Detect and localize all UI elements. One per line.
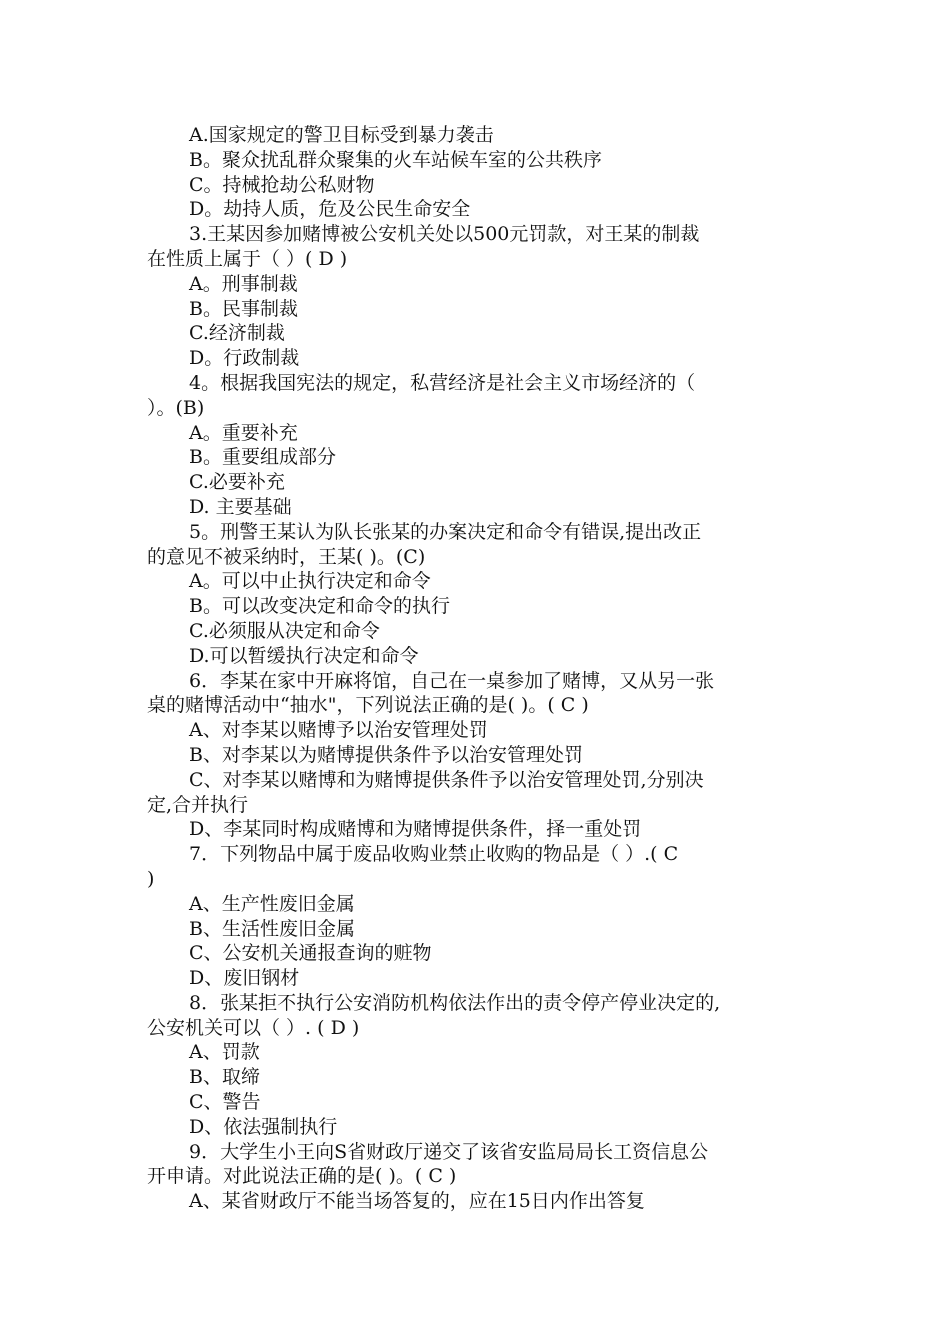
text-line: 定,合并执行 — [147, 793, 249, 816]
text-line: B。可以改变决定和命令的执行 — [189, 595, 450, 618]
text-line: D、李某同时构成赌博和为赌博提供条件，择一重处罚 — [189, 818, 642, 841]
text-line: 4。根据我国宪法的规定，私营经济是社会主义市场经济的（ — [189, 371, 696, 394]
text-line: A、生产性废旧金属 — [189, 892, 355, 915]
text-line: 3.王某因参加赌博被公安机关处以500元罚款，对王某的制裁 — [189, 223, 700, 246]
text-line: C、警告 — [189, 1091, 261, 1114]
text-line: 7．下列物品中属于废品收购业禁止收购的物品是（ ）.( C — [189, 843, 679, 866]
text-line: 5。刑警王某认为队长张某的办案决定和命令有错误,提出改正 — [189, 520, 702, 543]
text-line: D。行政制裁 — [189, 347, 300, 370]
text-line: 公安机关可以（ ）. ( D ) — [147, 1016, 360, 1039]
text-line: C、公安机关通报查询的赃物 — [189, 942, 432, 965]
text-line: 开申请。对此说法正确的是( )。( C ) — [147, 1165, 457, 1188]
text-line: B。聚众扰乱群众聚集的火车站候车室的公共秩序 — [189, 148, 602, 171]
text-line: D. 主要基础 — [189, 495, 292, 518]
text-line: 6．李某在家中开麻将馆，自己在一桌参加了赌博，又从另一张 — [189, 669, 715, 692]
text-line: A、罚款 — [189, 1041, 260, 1064]
text-line: C.经济制裁 — [189, 322, 285, 345]
text-line: C、对李某以赌博和为赌博提供条件予以治安管理处罚,分别决 — [189, 768, 704, 791]
text-line: B。重要组成部分 — [189, 446, 336, 469]
text-line: A。可以中止执行决定和命令 — [189, 570, 431, 593]
text-line: C.必须服从决定和命令 — [189, 619, 380, 642]
text-line: ) — [147, 867, 155, 890]
text-line: B。民事制裁 — [189, 297, 298, 320]
text-line: 在性质上属于（ ）( D ) — [147, 247, 348, 270]
text-line: B、取缔 — [189, 1066, 260, 1089]
text-line: D.可以暂缓执行决定和命令 — [189, 644, 419, 667]
text-line: C。持械抢劫公私财物 — [189, 173, 375, 196]
document-body — [147, 123, 815, 1214]
text-line: A、某省财政厅不能当场答复的，应在15日内作出答复 — [189, 1190, 645, 1213]
text-line: A。重要补充 — [189, 421, 298, 444]
text-line: C.必要补充 — [189, 471, 285, 494]
text-line: B、生活性废旧金属 — [189, 917, 355, 940]
text-line: 桌的赌博活动中“抽水"，下列说法正确的是( )。( C ) — [147, 694, 589, 717]
text-line: 9．大学生小王向S省财政厅递交了该省安监局局长工资信息公 — [189, 1140, 709, 1163]
text-line: B、对李某以为赌博提供条件予以治安管理处罚 — [189, 743, 583, 766]
text-line: 的意见不被采纳时，王某( )。(C) — [147, 545, 426, 568]
text-line: A.国家规定的警卫目标受到暴力袭击 — [189, 124, 494, 146]
text-line: D。劫持人质，危及公民生命安全 — [189, 198, 471, 221]
text-line: D、废旧钢材 — [189, 967, 300, 990]
text-line: A。刑事制裁 — [189, 272, 298, 295]
text-line: ）。(B) — [147, 396, 205, 419]
text-line: 8．张某拒不执行公安消防机构依法作出的责令停产停业决定的, — [189, 991, 721, 1014]
text-line: D、依法强制执行 — [189, 1115, 338, 1138]
text-line: A、对李某以赌博予以治安管理处罚 — [189, 719, 488, 742]
